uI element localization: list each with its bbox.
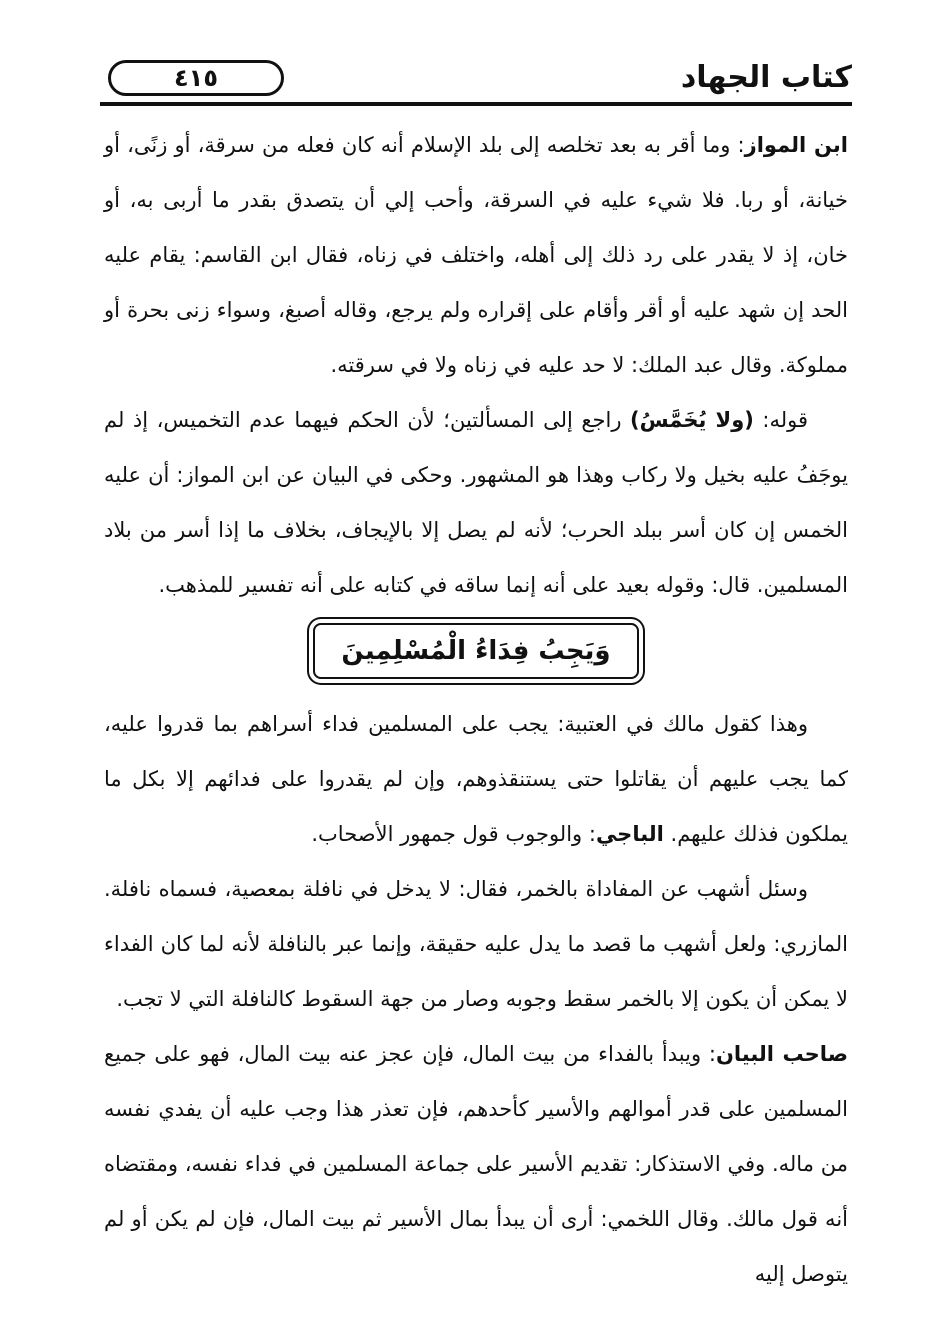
paragraph-no-khums xyxy=(104,393,848,613)
paragraph-ibn-al-mawwaz xyxy=(104,118,848,393)
paragraph-sahib-al-bayan xyxy=(104,1027,848,1302)
quoted-matn: (ولا يُخَمَّسُ) xyxy=(630,408,754,432)
page-header xyxy=(100,58,852,108)
paragraph-text: : وما أقر به بعد تخلصه إلى بلد الإسلام أنه كان فعله من سرقة، أو زنًى، أو خيانة، أو ربا. فلا شيء عليه في السرقة، وأحب إلي أن يتصدق بقدر ما أربى به، أو خان، إذ لا يقدر على رد ذلك إلى أهله، واختلف في زناه، فقال ابن القاسم: يقام عليه الحد إن شهد عليه أو أقر وأقام على إقراره ولم يرجع، وقاله أصبغ، وسواء زنى بحرة أو مملوكة. وقال عبد الملك: لا حد عليه في زناه ولا في سرقته. xyxy=(104,133,848,377)
paragraph-lead: صاحب البيان xyxy=(715,1042,848,1066)
section-heading: وَيَجِبُ فِدَاءُ الْمُسْلِمِينَ xyxy=(313,623,638,679)
paragraph-lead: ابن المواز xyxy=(744,133,848,157)
paragraph-text: : ويبدأ بالفداء من بيت المال، فإن عجز عنه بيت المال، فهو على جميع المسلمين على قدر أموالهم والأسير كأحدهم، فإن تعذر هذا وجب عليه أن يفدي نفسه من ماله. وفي الاستذكار: تقديم الأسير على جماعة المسلمين في فداء نفسه، ومقتضاه أنه قول مالك. وقال اللخمي: أرى أن يبدأ بمال الأسير ثم بيت المال، فإن لم يكن أو لم يتوصل إليه xyxy=(104,1042,848,1286)
paragraph-prefix: قوله: xyxy=(753,408,809,432)
paragraph-ashhab xyxy=(104,862,848,1027)
paragraph-utbiyya xyxy=(104,697,848,862)
paragraph-lead: الباجي xyxy=(595,822,664,846)
paragraph-tail: : والوجوب قول جمهور الأصحاب. xyxy=(311,822,596,846)
paragraph-text: وهذا كقول مالك في العتبية: يجب على المسلمين فداء أسراهم بما قدروا عليه، كما يجب عليهم أن يقاتلوا حتى يستنقذوهم، وإن لم يقدروا على فدائهم إلا بكل ما يملكون فذلك عليهم. xyxy=(104,712,848,846)
header-rule xyxy=(100,102,852,106)
page-number: ٤١٥ xyxy=(108,60,284,96)
paragraph-text: وسئل أشهب عن المفاداة بالخمر، فقال: لا يدخل في نافلة بمعصية، فسماه نافلة. المازري: ولعل أشهب ما قصد ما يدل عليه حقيقة، وإنما عبر بالنافلة لأنه لما كان الفداء لا يمكن أن يكون إلا بالخمر سقط وجوبه وصار من جهة السقوط كالنافلة التي لا تجب. xyxy=(104,877,848,1011)
book-title: كتاب الجهاد xyxy=(680,60,852,95)
paragraph-text: راجع إلى المسألتين؛ لأن الحكم فيهما عدم التخميس، إذ لم يوجَفُ عليه بخيل ولا ركاب وهذا هو المشهور. وحكى في البيان عن ابن المواز: أن عليه الخمس إن كان أسر ببلد الحرب؛ لأنه لم يصل إلا بالإيجاف، بخلاف ما إذا أسر من بلاد المسلمين. قال: وقوله بعيد على أنه إنما ساقه في كتابه على أنه تفسير للمذهب. xyxy=(104,408,848,597)
body-text xyxy=(104,118,848,1302)
section-heading-wrap xyxy=(104,613,848,697)
